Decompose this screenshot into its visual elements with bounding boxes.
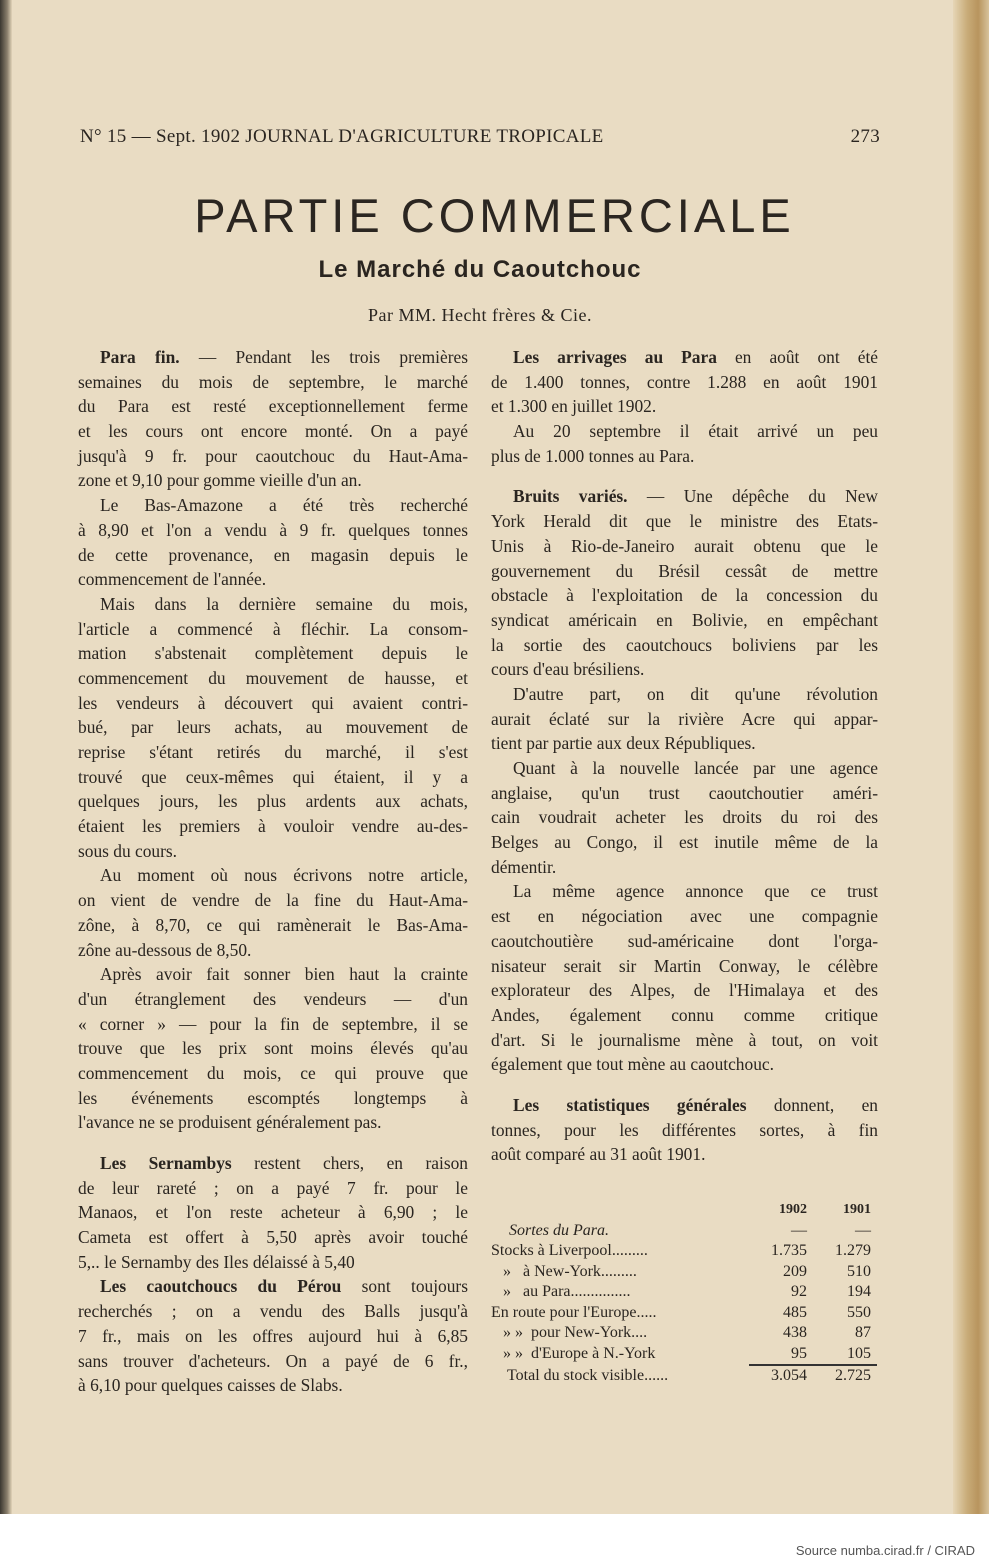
text-line bbox=[78, 814, 468, 839]
text-line bbox=[78, 1200, 468, 1225]
value-1902: 1.735 bbox=[771, 1242, 807, 1259]
paragraph bbox=[78, 962, 468, 1135]
table-caption-row bbox=[491, 1221, 877, 1242]
line-text: Quant à la nouvelle lancée par une agence bbox=[513, 758, 878, 778]
line-text: bué, par leurs achats, au mouvement de bbox=[78, 717, 468, 738]
line-text: plus de 1.000 tonnes au Para. bbox=[491, 445, 695, 466]
text-line bbox=[491, 559, 878, 584]
text-line bbox=[491, 805, 878, 830]
line-text: obstacle à l'exploitation de la concession du bbox=[491, 585, 878, 606]
dash: — bbox=[791, 1221, 807, 1239]
line-text: La même agence annonce que ce trust bbox=[513, 881, 878, 902]
value-1902: 209 bbox=[783, 1262, 807, 1280]
line-text: nisateur serait sir Martin Conway, le célèbre bbox=[491, 955, 878, 976]
line-text: — Une dépêche du New bbox=[627, 486, 878, 507]
row-label: Stocks à Liverpool......... bbox=[491, 1242, 648, 1259]
line-text: Mais dans la dernière semaine du mois, bbox=[100, 593, 468, 614]
row-label: » au Para............... bbox=[491, 1283, 631, 1300]
line-text: Manaos, et l'on reste acheteur à 6,90 ; le bbox=[78, 1202, 468, 1223]
text-line bbox=[491, 830, 878, 855]
text-line bbox=[78, 789, 468, 814]
text-line bbox=[491, 682, 878, 707]
line-text: de 1.400 tonnes, contre 1.288 en août 1901 bbox=[491, 371, 878, 392]
text-line bbox=[78, 1299, 468, 1324]
text-line bbox=[78, 617, 468, 642]
paragraph bbox=[78, 592, 468, 864]
table-total-row bbox=[491, 1365, 877, 1387]
line-text: donnent, en bbox=[746, 1094, 878, 1115]
text-line bbox=[78, 641, 468, 666]
text-line bbox=[78, 987, 468, 1012]
paragraph bbox=[491, 484, 878, 682]
paragraph bbox=[78, 345, 468, 493]
paragraph-gap bbox=[491, 1077, 878, 1093]
text-line bbox=[78, 1061, 468, 1086]
line-text: cours d'eau brésiliens. bbox=[491, 659, 645, 680]
paragraph-lead: Para fin. bbox=[100, 347, 180, 367]
line-text: trouvé que ceux-mêmes qui étaient, il y a bbox=[78, 766, 468, 787]
text-line bbox=[491, 929, 878, 954]
line-text: la sortie des caoutchoucs boliviens par les bbox=[491, 634, 878, 655]
paragraph-gap bbox=[491, 468, 878, 484]
line-text: tonnes, pour les différentes sortes, à fin bbox=[491, 1119, 878, 1140]
line-text: démentir. bbox=[491, 856, 557, 877]
text-line bbox=[491, 978, 878, 1003]
header-journal: N° 15 — Sept. 1902 JOURNAL D'AGRICULTURE TROPICALE bbox=[80, 126, 604, 147]
line-text: cain voudrait acheter les droits du roi des bbox=[491, 807, 878, 828]
paragraph-lead: Les statistiques générales bbox=[513, 1094, 747, 1115]
paragraph-lead: Les Sernambys bbox=[100, 1153, 232, 1173]
line-text: de leur rareté ; on a payé 7 fr. pour le bbox=[78, 1177, 468, 1198]
line-text: caoutchoutière sud-américaine dont l'orga- bbox=[491, 930, 878, 951]
text-line bbox=[78, 1373, 468, 1398]
value-1902: 95 bbox=[791, 1344, 807, 1362]
year-header: 1902 bbox=[779, 1202, 807, 1217]
text-line bbox=[491, 904, 878, 929]
text-line bbox=[491, 509, 878, 534]
value-1902: 92 bbox=[791, 1283, 807, 1300]
line-text: recherchés ; on a vendu des Balls jusqu'à bbox=[78, 1301, 468, 1322]
table-row bbox=[491, 1344, 877, 1366]
line-text: d'un étranglement des vendeurs — d'un bbox=[78, 988, 468, 1009]
section-title: PARTIE COMMERCIALE bbox=[194, 189, 795, 242]
line-text: d'art. Si le journalisme mène à tout, on voit bbox=[491, 1029, 878, 1050]
line-text: Andes, également connu comme critique bbox=[491, 1004, 878, 1025]
line-text: tient par partie aux deux Républiques. bbox=[491, 733, 756, 754]
text-line bbox=[491, 608, 878, 633]
line-text: Après avoir fait sonner bien haut la crainte bbox=[100, 964, 468, 985]
line-text: « corner » — pour la fin de septembre, il se bbox=[78, 1013, 468, 1034]
line-text: Le Bas-Amazone a été très recherché bbox=[100, 495, 468, 516]
line-text: — Pendant les trois premières bbox=[179, 347, 468, 367]
text-line bbox=[491, 879, 878, 904]
line-text: mation s'abstenait complètement depuis le bbox=[78, 643, 468, 664]
text-line bbox=[78, 666, 468, 691]
text-line bbox=[78, 444, 468, 469]
line-text: commencement du mouvement de hausse, et bbox=[78, 667, 468, 688]
text-line bbox=[491, 583, 878, 608]
row-label: En route pour l'Europe..... bbox=[491, 1303, 657, 1321]
line-text: août comparé au 31 août 1901. bbox=[491, 1144, 706, 1165]
text-line bbox=[491, 657, 878, 682]
value-1901: 1.279 bbox=[835, 1242, 871, 1259]
line-text: trouve que les prix sont moins élevés qu'au bbox=[78, 1038, 468, 1059]
text-line bbox=[491, 419, 878, 444]
paragraph-lead: Les caoutchoucs du Pérou bbox=[100, 1276, 342, 1297]
paragraph bbox=[78, 1151, 468, 1274]
value-1901: 510 bbox=[847, 1262, 871, 1280]
line-text: à 8,90 et l'on a vendu à 9 fr. quelques tonnes bbox=[78, 519, 468, 540]
text-line bbox=[491, 444, 878, 469]
text-line bbox=[491, 1052, 878, 1077]
text-line bbox=[491, 707, 878, 732]
line-text: Au moment où nous écrivons notre article, bbox=[100, 865, 468, 886]
line-text: D'autre part, on dit qu'une révolution bbox=[513, 683, 878, 704]
text-line bbox=[78, 1012, 468, 1037]
line-text: quelques jours, les plus ardents aux achats, bbox=[78, 791, 468, 812]
line-text: zône au-dessous de 8,50. bbox=[78, 939, 252, 960]
text-line bbox=[491, 1118, 878, 1143]
line-text: Cameta est offert à 5,50 après avoir touché bbox=[78, 1227, 468, 1248]
text-line bbox=[78, 468, 468, 493]
line-text: Belges au Congo, il est inutile même de la bbox=[491, 832, 878, 853]
line-text: zône, à 8,70, ce qui ramènerait le Bas-Ama- bbox=[78, 914, 468, 935]
paragraph bbox=[78, 493, 468, 592]
line-text: les événements escomptés longtemps à bbox=[78, 1087, 468, 1108]
text-line bbox=[491, 954, 878, 979]
line-text: on vient de vendre de la fine du Haut-Ama- bbox=[78, 890, 468, 911]
line-text: du Para est resté exceptionnellement ferme bbox=[78, 396, 468, 417]
line-text: à 6,10 pour quelques caisses de Slabs. bbox=[78, 1375, 343, 1396]
text-line bbox=[78, 913, 468, 938]
byline: Par MM. Hecht frères & Cie. bbox=[368, 305, 592, 325]
text-line bbox=[491, 1003, 878, 1028]
dash: — bbox=[855, 1221, 871, 1239]
table-row bbox=[491, 1262, 877, 1283]
text-line bbox=[78, 938, 468, 963]
text-line bbox=[78, 1250, 468, 1275]
line-text: sans trouver d'acheteurs. On a payé de 6 fr., bbox=[78, 1350, 468, 1371]
total-label: Total du stock visible...... bbox=[507, 1366, 669, 1384]
line-text: en août ont été bbox=[716, 347, 878, 367]
text-line bbox=[78, 962, 468, 987]
text-line bbox=[78, 543, 468, 568]
line-text: anglaise, qu'un trust caoutchoutier améri- bbox=[491, 782, 878, 803]
line-text: sous du cours. bbox=[78, 840, 178, 861]
source-credit: Source numba.cirad.fr / CIRAD bbox=[795, 1543, 975, 1558]
text-line bbox=[78, 1086, 468, 1111]
text-line bbox=[78, 1036, 468, 1061]
table-row bbox=[491, 1241, 877, 1262]
line-text: zone et 9,10 pour gomme vieille d'un an. bbox=[78, 470, 362, 491]
paragraph bbox=[491, 419, 878, 468]
table-row bbox=[491, 1282, 877, 1303]
text-line bbox=[78, 888, 468, 913]
line-text: et les cours ont encore monté. On a payé bbox=[78, 421, 468, 442]
text-line bbox=[78, 1176, 468, 1201]
row-label: » » d'Europe à N.-York bbox=[491, 1345, 656, 1362]
line-text: sont toujours bbox=[341, 1276, 468, 1297]
text-line bbox=[78, 1324, 468, 1349]
total-1901: 2.725 bbox=[813, 1365, 877, 1387]
text-line bbox=[78, 863, 468, 888]
line-text: commencement du mois, ce qui prouve que bbox=[78, 1062, 468, 1083]
text-line bbox=[491, 731, 878, 756]
text-line bbox=[491, 781, 878, 806]
line-text: 7 fr., mais on les offres aujourd hui à 6,85 bbox=[78, 1325, 468, 1346]
paragraph bbox=[491, 345, 878, 419]
table-row bbox=[491, 1323, 877, 1344]
line-text: jusqu'à 9 fr. pour caoutchouc du Haut-Ama- bbox=[78, 445, 468, 466]
paragraph-lead: Bruits variés. bbox=[513, 486, 628, 507]
text-line bbox=[78, 592, 468, 617]
value-1901: 87 bbox=[855, 1324, 871, 1341]
line-text: reprise s'étant retirés du marché, il s'est bbox=[78, 742, 468, 762]
text-line bbox=[78, 394, 468, 419]
paragraph bbox=[78, 863, 468, 962]
statistics-table bbox=[491, 1200, 877, 1387]
line-text: Au 20 septembre il était arrivé un peu bbox=[513, 421, 878, 442]
line-text: York Herald dit que le ministre des Etats- bbox=[491, 511, 878, 532]
total-1902: 3.054 bbox=[749, 1365, 813, 1387]
text-line bbox=[491, 370, 878, 395]
text-line bbox=[78, 1274, 468, 1299]
right-column bbox=[491, 345, 878, 1167]
text-line bbox=[78, 567, 468, 592]
paragraph-lead: Les arrivages au Para bbox=[513, 347, 717, 367]
text-line bbox=[491, 484, 878, 509]
text-line bbox=[491, 394, 878, 419]
line-text: est en négociation avec une compagnie bbox=[491, 906, 878, 927]
line-text: explorateur des Alpes, de l'Himalaya et des bbox=[491, 980, 878, 1001]
text-line bbox=[78, 1151, 468, 1176]
line-text: et 1.300 en juillet 1902. bbox=[491, 396, 657, 417]
table-row bbox=[491, 1303, 877, 1324]
line-text: l'article a commencé à fléchir. La consom- bbox=[78, 618, 468, 639]
text-line bbox=[78, 345, 468, 370]
line-text: les vendeurs à découvert qui avaient contri- bbox=[78, 692, 468, 713]
text-line bbox=[491, 633, 878, 658]
text-line bbox=[78, 370, 468, 395]
text-line bbox=[491, 345, 878, 370]
text-line bbox=[78, 691, 468, 716]
table-header-row bbox=[491, 1200, 877, 1221]
text-line bbox=[78, 1225, 468, 1250]
line-text: syndicat américain en Bolivie, en empêchant bbox=[491, 609, 878, 630]
value-1901: 550 bbox=[847, 1303, 871, 1321]
paragraph bbox=[491, 1093, 878, 1167]
line-text: 5,.. le Sernamby des Iles délaissé à 5,40 bbox=[78, 1251, 355, 1272]
line-text: restent chers, en raison bbox=[231, 1153, 468, 1173]
line-text: semaines du mois de septembre, le marché bbox=[78, 371, 468, 392]
text-line bbox=[78, 493, 468, 518]
text-line bbox=[491, 756, 878, 781]
text-line bbox=[78, 715, 468, 740]
text-line bbox=[78, 1349, 468, 1374]
line-text: étaient les premiers à vouloir vendre au-des- bbox=[78, 816, 468, 837]
text-line bbox=[491, 1142, 878, 1167]
left-column bbox=[78, 345, 468, 1398]
value-1901: 105 bbox=[847, 1344, 871, 1362]
text-line bbox=[78, 1110, 468, 1135]
page-number: 273 bbox=[850, 126, 880, 147]
text-line bbox=[78, 740, 468, 765]
paragraph bbox=[491, 756, 878, 879]
paragraph bbox=[78, 1274, 468, 1397]
paragraph-gap bbox=[78, 1135, 468, 1151]
year-header: 1901 bbox=[843, 1202, 871, 1217]
line-text: gouvernement du Brésil cessât de mettre bbox=[491, 560, 878, 581]
paragraph bbox=[491, 879, 878, 1077]
value-1902: 438 bbox=[783, 1324, 807, 1341]
line-text: de cette provenance, en magasin depuis le bbox=[78, 544, 468, 565]
line-text: également que tout mène au caoutchouc. bbox=[491, 1054, 774, 1075]
value-1902: 485 bbox=[783, 1303, 807, 1321]
row-label: » à New-York......... bbox=[491, 1262, 637, 1280]
line-text: commencement de l'année. bbox=[78, 569, 267, 590]
line-text: aurait éclaté sur la rivière Acre qui appar- bbox=[491, 708, 878, 729]
table-caption: Sortes du Para. bbox=[509, 1221, 609, 1239]
paragraph bbox=[491, 682, 878, 756]
row-label: » » pour New-York.... bbox=[491, 1324, 648, 1341]
article-title: Le Marché du Caoutchouc bbox=[318, 256, 642, 283]
line-text: l'avance ne se produisent généralement pas. bbox=[78, 1112, 382, 1133]
line-text: Unis à Rio-de-Janeiro aurait obtenu que le bbox=[491, 535, 878, 556]
text-line bbox=[78, 839, 468, 864]
text-line bbox=[78, 518, 468, 543]
text-line bbox=[491, 1093, 878, 1118]
value-1901: 194 bbox=[847, 1283, 871, 1300]
text-line bbox=[491, 534, 878, 559]
text-line bbox=[78, 765, 468, 790]
text-line bbox=[491, 1028, 878, 1053]
text-line bbox=[491, 855, 878, 880]
text-line bbox=[78, 419, 468, 444]
